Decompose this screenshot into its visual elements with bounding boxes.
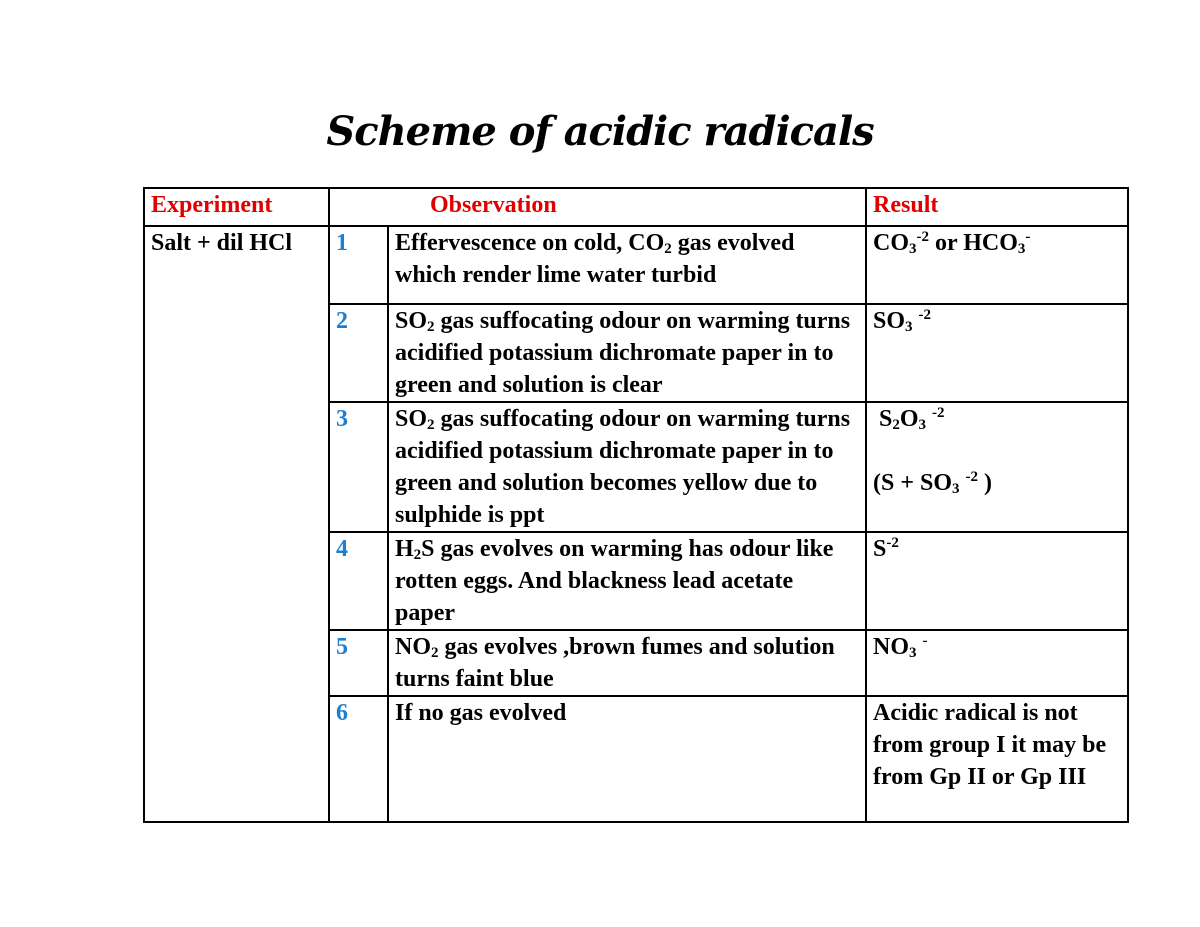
observation-cell — [388, 402, 866, 532]
observation-cell — [388, 630, 866, 696]
row-number: 4 — [329, 532, 388, 630]
row-number: 3 — [329, 402, 388, 532]
result-text: $NO_3$ - — [873, 633, 928, 661]
result-cell — [866, 226, 1128, 304]
result-text: $CO_3^{-2}$ or $HCO_3^-$ — [873, 229, 1031, 257]
header-result: Result — [866, 188, 1128, 226]
result-text: $S_2O_3$ $^{-2}$ ($S + SO_3$ $^{-2}$ ) — [873, 405, 993, 497]
observation-text: $H_2S$ gas evolves on warming has odour like rotten eggs. And blackness lead acetate paper — [395, 536, 834, 626]
result-cell — [866, 402, 1128, 532]
row-number: 5 — [329, 630, 388, 696]
observation-text: If no gas evolved — [395, 700, 567, 726]
observation-text: $SO_2$ gas suffocating odour on warming turns acidified potassium dichromate paper in to green and solution becomes yellow due to sulphide is ppt — [395, 406, 851, 528]
table-row — [144, 226, 1128, 304]
observation-cell — [388, 226, 866, 304]
table-header-row — [144, 188, 1128, 226]
observation-cell — [388, 532, 866, 630]
experiment-cell — [144, 226, 329, 822]
experiment-label: Salt + dil HCl — [151, 230, 293, 256]
result-cell — [866, 304, 1128, 402]
row-number: 1 — [329, 226, 388, 304]
header-experiment: Experiment — [144, 188, 329, 226]
row-number: 2 — [329, 304, 388, 402]
row-number: 6 — [329, 696, 388, 822]
observation-cell — [388, 304, 866, 402]
result-text: $SO_3$ $^{-2}$ — [873, 307, 932, 335]
page-title: Scheme of acidic radicals — [326, 108, 874, 155]
observation-text: $SO_2$ gas suffocating odour on warming turns acidified potassium dichromate paper in to green and solution is clear — [395, 308, 851, 398]
acidic-radicals-table — [143, 187, 1129, 823]
header-observation: Observation — [329, 188, 866, 226]
result-cell — [866, 532, 1128, 630]
observation-cell — [388, 696, 866, 822]
result-cell — [866, 630, 1128, 696]
result-text: Acidic radical is not from group I it may be from Gp II or Gp III — [873, 700, 1107, 790]
observation-text: Effervescence on cold, $CO_2$ gas evolved which render lime water turbid — [395, 230, 795, 288]
result-text: $S^{-2}$ — [873, 535, 899, 562]
observation-text: $NO_2$ gas evolves ,brown fumes and solution turns faint blue — [395, 634, 835, 692]
result-cell — [866, 696, 1128, 822]
